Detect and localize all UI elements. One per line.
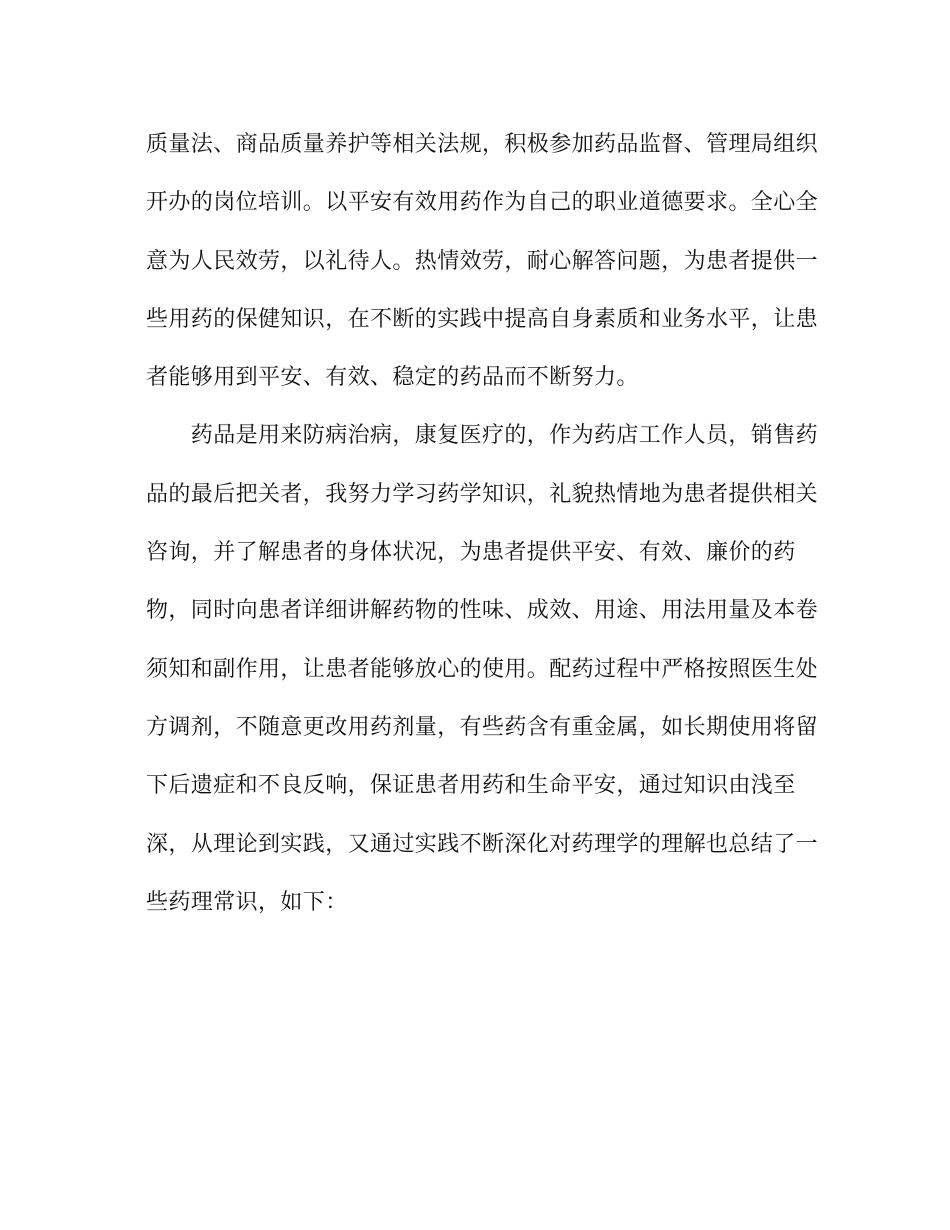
text-line: 物，同时向患者详细讲解药物的性味、成效、用途、用法用量及本卷 xyxy=(146,598,819,624)
text-line: 须知和副作用，让患者能够放心的使用。配药过程中严格按照医生处 xyxy=(146,656,819,682)
text-line: 质量法、商品质量养护等相关法规，积极参加药品监督、管理局组织 xyxy=(146,132,819,157)
text-line: 些用药的保健知识，在不断的实践中提高自身素质和业务水平，让患 xyxy=(146,306,819,332)
text-line: 药品是用来防病治病，康复医疗的，作为药店工作人员，销售药 xyxy=(146,423,819,449)
text-line: 些药理常识，如下： xyxy=(146,889,348,915)
text-line: 意为人民效劳，以礼待人。热情效劳，耐心解答问题，为患者提供一 xyxy=(146,248,819,274)
text-line: 深，从理论到实践，又通过实践不断深化对药理学的理解也总结了一 xyxy=(146,831,819,857)
text-line: 开办的岗位培训。以平安有效用药作为自己的职业道德要求。全心全 xyxy=(146,190,819,216)
text-line: 方调剂，不随意更改用药剂量，有些药含有重金属，如长期使用将留 xyxy=(146,714,819,740)
body-text xyxy=(146,116,826,932)
text-line: 下后遗症和不良反响，保证患者用药和生命平安，通过知识由浅至 xyxy=(146,773,796,799)
text-line: 咨询，并了解患者的身体状况，为患者提供平安、有效、廉价的药 xyxy=(146,540,796,566)
text-line: 者能够用到平安、有效、稳定的药品而不断努力。 xyxy=(146,365,639,391)
text-line: 品的最后把关者，我努力学习药学知识，礼貌热情地为患者提供相关 xyxy=(146,481,819,507)
